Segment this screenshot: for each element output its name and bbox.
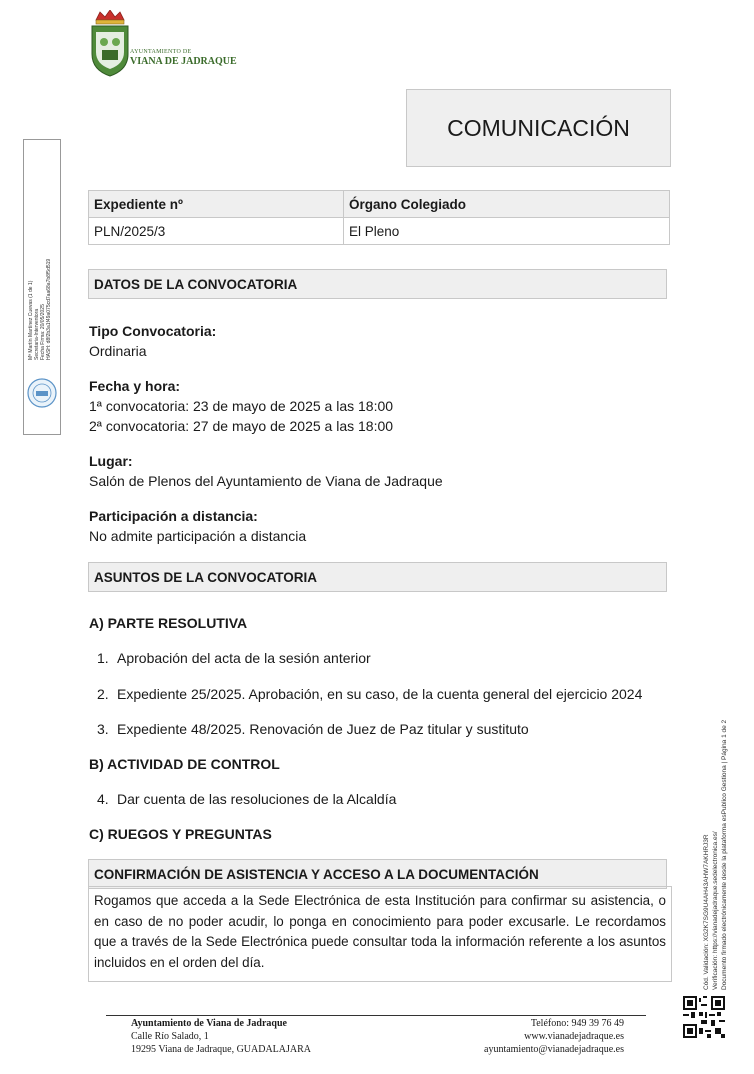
participacion-value: No admite participación a distancia	[89, 528, 307, 544]
item-text: Expediente 48/2025. Renovación de Juez de Paz titular y sustituto	[117, 721, 529, 737]
participacion-label: Participación a distancia:	[89, 508, 258, 524]
parte-a-heading: A) PARTE RESOLUTIVA	[89, 615, 248, 631]
item-text: Aprobación del acta de la sesión anterior	[117, 650, 371, 666]
parte-c-heading: C) RUEGOS Y PREGUNTAS	[89, 826, 272, 842]
footer-web-link[interactable]: www.vianadejadraque.es	[524, 1031, 624, 1042]
lugar-value: Salón de Plenos del Ayuntamiento de Viana de Jadraque	[89, 473, 443, 489]
item-number: 3.	[97, 721, 109, 737]
signature-line-2: Secretaria-Interventora	[34, 308, 40, 360]
lugar-label: Lugar:	[89, 453, 133, 469]
logo-line-2: VIANA DE JADRAQUE	[130, 56, 237, 67]
qr-code-icon	[683, 996, 725, 1038]
expediente-header: Expediente nº	[89, 191, 344, 218]
expediente-value: PLN/2025/3	[89, 218, 344, 245]
footer-contact	[424, 1017, 624, 1056]
verification-line-2: Verificación: https://vianadejadraque.sedelectronica.es/	[712, 831, 719, 990]
footer-divider	[106, 1015, 646, 1016]
signature-line-4: HASH: d8f2b3a1f49a075cd7aa68a7b8f5d519	[46, 258, 52, 360]
footer-address-2: 19295 Viana de Jadraque, GUADALAJARA	[131, 1044, 312, 1055]
fecha-label: Fecha y hora:	[89, 378, 181, 394]
list-item	[97, 791, 396, 807]
document-title: COMUNICACIÓN	[406, 89, 671, 167]
list-item	[97, 650, 371, 666]
footer-address-1: Calle Río Salado, 1	[131, 1031, 209, 1042]
fecha-2: 2ª convocatoria: 27 de mayo de 2025 a las 18:00	[89, 418, 394, 434]
tipo-label: Tipo Convocatoria:	[89, 323, 217, 339]
logo-wordmark	[130, 49, 237, 67]
list-item	[97, 686, 642, 702]
item-text: Dar cuenta de las resoluciones de la Alcaldía	[117, 791, 397, 807]
asuntos-section-title: ASUNTOS DE LA CONVOCATORIA	[88, 562, 667, 592]
tipo-value: Ordinaria	[89, 343, 147, 359]
datos-section-title: DATOS DE LA CONVOCATORIA	[88, 269, 667, 299]
verification-line-3: Documento firmado electrónicamente desde la plataforma esPublico Gestiona | Página 1 de 2	[721, 719, 728, 990]
confirmacion-section-title: CONFIRMACIÓN DE ASISTENCIA Y ACCESO A LA DOCUMENTACIÓN	[88, 859, 667, 889]
item-text: Expediente 25/2025. Aprobación, en su caso, de la cuenta general del ejercicio 2024	[117, 686, 643, 702]
verification-line-1: Cód. Validación: XG2K7SG9U4AH43AHW7AKHRJ3R	[703, 834, 710, 990]
electronic-seal-icon	[27, 378, 57, 408]
signature-line-1: Mª Martín Martínez Cuevas (1 de 1)	[28, 280, 34, 360]
organo-value: El Pleno	[344, 218, 670, 245]
signature-line-3: Fecha Firma: 20/05/2025	[40, 304, 46, 360]
parte-b-heading: B) ACTIVIDAD DE CONTROL	[89, 756, 280, 772]
confirmacion-text: Rogamos que acceda a la Sede Electrónica de esta Institución para confirmar su asistencia, o en caso de no poder acudir, lo ponga en conocimiento para poder excusarle. Le recordamos que a través de la Sede Electrónica puede consultar toda la información referente a los asuntos incluidos en el orden del día.	[88, 886, 672, 982]
footer-email-link[interactable]: ayuntamiento@vianadejadraque.es	[484, 1044, 624, 1055]
footer-phone: Teléfono: 949 39 76 49	[530, 1018, 624, 1029]
logo-line-1: AYUNTAMIENTO DE	[130, 49, 192, 55]
footer-org: Ayuntamiento de Viana de Jadraque	[131, 1018, 287, 1029]
fecha-1: 1ª convocatoria: 23 de mayo de 2025 a las 18:00	[89, 398, 394, 414]
list-item	[97, 721, 529, 737]
expediente-table	[88, 190, 670, 245]
footer-address	[131, 1017, 311, 1056]
organo-header: Órgano Colegiado	[344, 191, 670, 218]
municipal-coat-of-arms-logo	[88, 10, 203, 80]
item-number: 1.	[97, 650, 109, 666]
item-number: 4.	[97, 791, 109, 807]
item-number: 2.	[97, 686, 109, 702]
